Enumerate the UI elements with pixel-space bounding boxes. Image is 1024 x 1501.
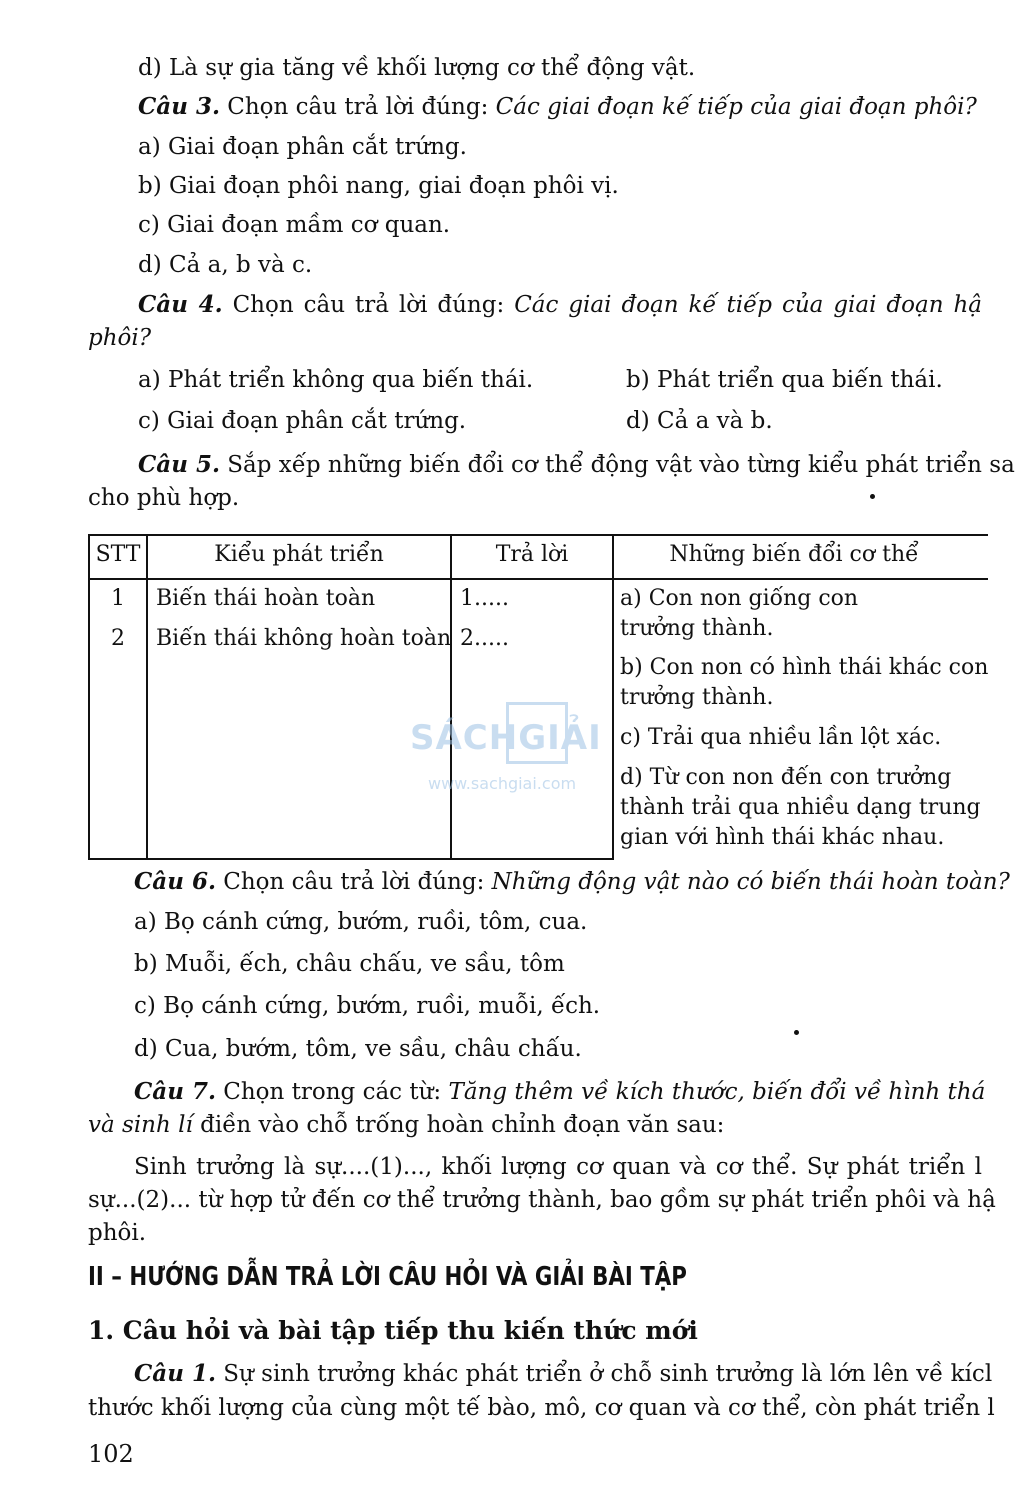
q3-option-d: d) Cả a, b và c.: [138, 252, 313, 278]
q4-option-a: a) Phát triển không qua biến thái.: [138, 367, 534, 393]
table-bottom-border: [88, 858, 614, 860]
row1-type: Biến thái hoàn toàn: [156, 586, 376, 611]
change-a-line1: a) Con non giống con: [620, 586, 859, 611]
change-b-line2: trưởng thành.: [620, 685, 774, 710]
row1-stt: 1: [111, 586, 125, 611]
q5-label: Câu 5.: [138, 451, 220, 478]
watermark-logo: [410, 700, 640, 800]
q6-option-d: d) Cua, bướm, tôm, ve sầu, châu chấu.: [134, 1036, 582, 1062]
q7-words: Tăng thêm về kích thước, biến đổi về hình thá: [448, 1079, 986, 1105]
q7-label: Câu 7.: [134, 1078, 216, 1105]
section-subheading: 1. Câu hỏi và bài tập tiếp thu kiến thức mới: [88, 1316, 698, 1345]
q4-option-c: c) Giai đoạn phân cắt trứng.: [138, 408, 467, 434]
change-c: c) Trải qua nhiều lần lột xác.: [620, 725, 942, 750]
q7-passage-line1: Sinh trưởng là sự....(1)..., khối lượng cơ quan và cơ thể. Sự phát triển l: [134, 1154, 982, 1180]
q5-text-line1: Sắp xếp những biến đổi cơ thể động vật vào từng kiểu phát triển sa: [227, 452, 1015, 478]
development-table: [88, 534, 988, 860]
change-d-line2: thành trải qua nhiều dạng trung: [620, 795, 981, 820]
answer1-label: Câu 1.: [134, 1360, 216, 1387]
table-left-border: [88, 534, 90, 860]
q7-question-cont: [88, 1111, 724, 1139]
q5-text-cont: cho phù hợp.: [88, 485, 240, 511]
table-header-border: [88, 578, 988, 580]
q3-option-c: c) Giai đoạn mầm cơ quan.: [138, 212, 451, 238]
q6-question: [134, 868, 1010, 896]
answer1-line2: thước khối lượng của cùng một tế bào, mô, cơ quan và cơ thể, còn phát triển l: [88, 1395, 995, 1421]
q3-prompt: Chọn câu trả lời đúng:: [227, 94, 489, 120]
header-changes: Những biến đổi cơ thể: [669, 542, 919, 567]
q4-option-d: d) Cả a và b.: [626, 408, 773, 434]
q3-label: Câu 3.: [138, 93, 220, 120]
q2-option-d: d) Là sự gia tăng về khối lượng cơ thể động vật.: [138, 55, 696, 81]
header-development-type: Kiểu phát triển: [214, 542, 384, 567]
header-stt: STT: [95, 542, 141, 567]
print-speck: [870, 494, 875, 499]
watermark-brand: SÁCHGIẢI: [410, 718, 602, 758]
q7-words-cont: và sinh lí: [88, 1112, 193, 1138]
q6-option-c: c) Bọ cánh cứng, bướm, ruồi, muỗi, ếch.: [134, 993, 601, 1019]
q3-option-b: b) Giai đoạn phôi nang, giai đoạn phôi vị.: [138, 173, 619, 199]
row1-answer: 1.....: [460, 586, 509, 611]
q6-option-b: b) Muỗi, ếch, châu chấu, ve sầu, tôm: [134, 951, 565, 977]
q4-question: [138, 291, 982, 319]
change-d-line3: gian với hình thái khác nhau.: [620, 825, 945, 850]
q4-prompt: Chọn câu trả lời đúng:: [232, 292, 505, 318]
change-a-line2: trưởng thành.: [620, 616, 774, 641]
table-divider-3: [612, 534, 614, 860]
row2-stt: 2: [111, 626, 125, 651]
q7-prompt: Chọn trong các từ:: [223, 1079, 442, 1105]
header-answer: Trả lời: [495, 542, 569, 567]
q7-passage-line3: phôi.: [88, 1220, 147, 1246]
q6-question-text: Những động vật nào có biến thái hoàn toàn?: [491, 869, 1010, 895]
page-number: 102: [88, 1440, 134, 1468]
watermark-url: www.sachgiai.com: [428, 774, 577, 793]
q3-option-a: a) Giai đoạn phân cắt trứng.: [138, 134, 467, 160]
q6-prompt: Chọn câu trả lời đúng:: [223, 869, 485, 895]
q5-text: [138, 451, 1015, 479]
change-d-line1: d) Từ con non đến con trưởng: [620, 765, 952, 790]
q7-question: [134, 1078, 986, 1106]
q4-label: Câu 4.: [138, 291, 223, 318]
q6-option-a: a) Bọ cánh cứng, bướm, ruồi, tôm, cua.: [134, 909, 588, 935]
q3-question-text: Các giai đoạn kế tiếp của giai đoạn phôi?: [495, 94, 977, 120]
section-heading: II – HƯỚNG DẪN TRẢ LỜI CÂU HỎI VÀ GIẢI BÀI TẬP: [88, 1262, 687, 1292]
answer1-line1: [134, 1360, 993, 1388]
change-b-line1: b) Con non có hình thái khác con: [620, 655, 989, 680]
q4-question-cont: phôi?: [88, 325, 152, 351]
table-divider-1: [146, 534, 148, 860]
q3-question: [138, 93, 977, 121]
q6-label: Câu 6.: [134, 868, 216, 895]
row2-type: Biến thái không hoàn toàn: [156, 626, 452, 651]
q4-option-b: b) Phát triển qua biến thái.: [626, 367, 943, 393]
table-top-border: [88, 534, 988, 536]
row2-answer: 2.....: [460, 626, 509, 651]
answer1-text: Sự sinh trưởng khác phát triển ở chỗ sinh trưởng là lớn lên về kícl: [223, 1361, 993, 1387]
q7-passage-line2: sự...(2)... từ hợp tử đến cơ thể trưởng thành, bao gồm sự phát triển phôi và hậ: [88, 1187, 996, 1213]
q7-instruction: điền vào chỗ trống hoàn chỉnh đoạn văn sau:: [200, 1112, 725, 1138]
print-speck: [794, 1030, 799, 1035]
q4-question-text: Các giai đoạn kế tiếp của giai đoạn hậ: [514, 292, 983, 318]
table-divider-2: [450, 534, 452, 860]
